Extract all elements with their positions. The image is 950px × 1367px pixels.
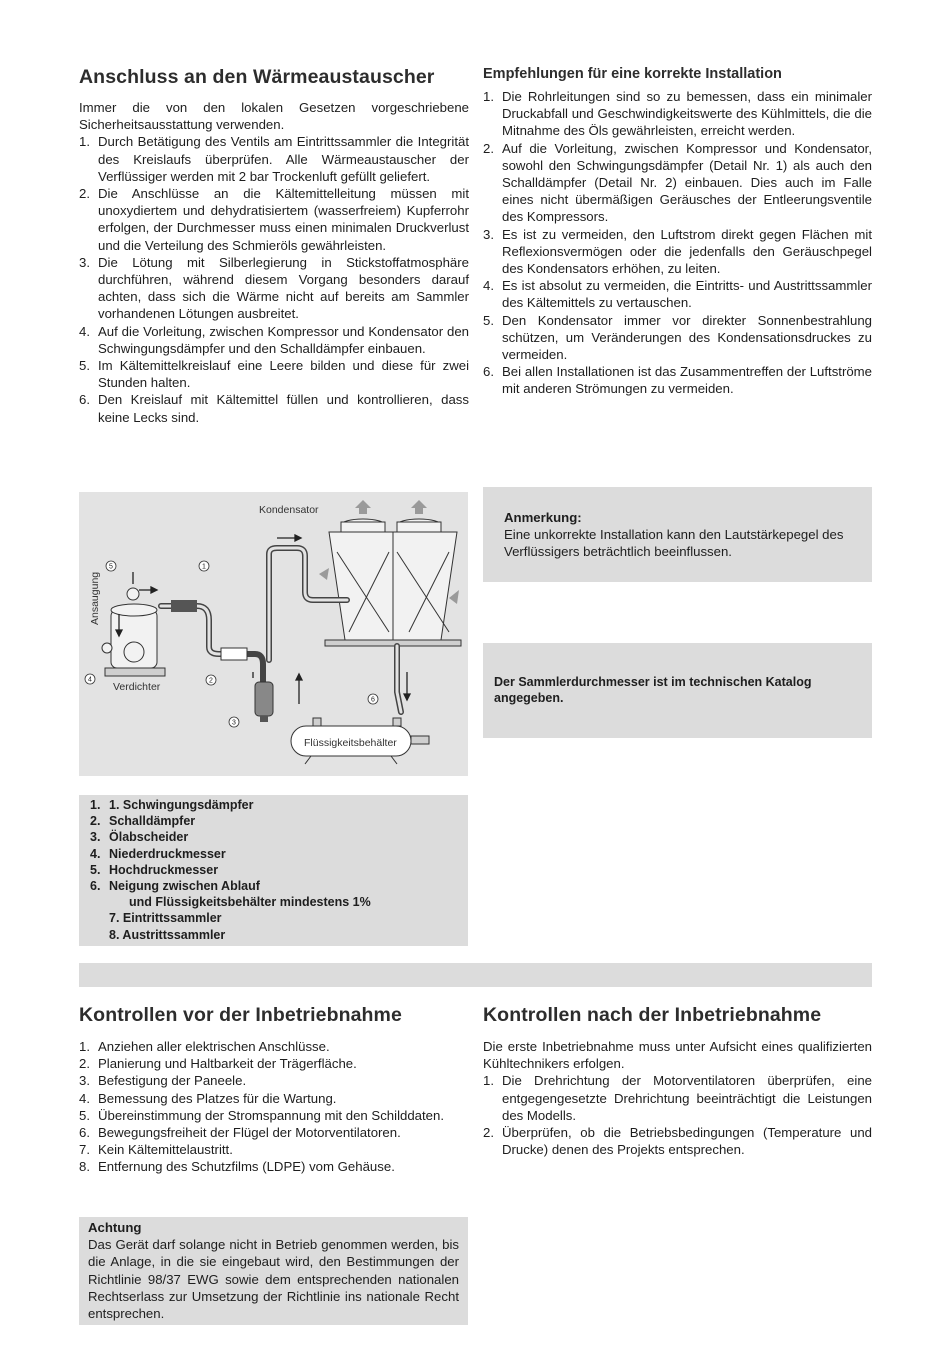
item-number: 5. (483, 312, 494, 328)
item-text: 7. Eintrittssammler (109, 911, 222, 926)
item-number: 5. (90, 862, 101, 877)
item-text: Hochdruckmesser (109, 862, 219, 877)
item-text: Entfernung des Schutzfilms (LDPE) vom Gehäuse. (98, 1159, 395, 1175)
list-item (79, 1055, 468, 1072)
catalog-box (483, 643, 872, 738)
item-text: Im Kältemittelkreislauf eine Leere bilden und diese für zwei Stunden halten. (98, 358, 469, 391)
catalog-text: Der Sammlerdurchmesser ist im technischen Katalog angegeben. (494, 675, 812, 706)
section-kontrollen-nach (483, 1004, 872, 1158)
item-number: 7. (79, 1142, 90, 1158)
item-text: Planierung und Haltbarkeit der Trägerfläche. (98, 1056, 357, 1072)
legend-box (79, 795, 468, 946)
item-text: Ölabscheider (109, 830, 189, 845)
item-text: Anziehen aller elektrischen Anschlüsse. (98, 1039, 330, 1054)
label-fluessigkeitsbehaelter: Flüssigkeitsbehälter (304, 737, 397, 749)
diagram-svg (79, 492, 468, 776)
checks-before-list (79, 1038, 468, 1176)
item-number: 4. (483, 278, 494, 294)
item-text: Den Kreislauf mit Kältemittel füllen und kontrollieren, dass keine Lecks sind. (98, 392, 469, 425)
list-item (79, 185, 469, 254)
marker-4: 4 (88, 676, 92, 684)
checks-after-list (483, 1072, 872, 1158)
warning-title: Achtung (88, 1220, 142, 1235)
item-number: 8. (79, 1159, 90, 1175)
list-item (79, 1107, 468, 1124)
condenser-unit (325, 519, 461, 646)
item-text: Die Drehrichtung der Motorventilatoren überprüfen, eine entgegengesetzte Drehrichtung beeinträchtigt die Leistungen des Modells. (502, 1073, 872, 1123)
item-text: Bei allen Installationen ist das Zusammentreffen der Luftströme mit anderen Strömungen zu vermeiden. (502, 364, 872, 397)
install-steps-list (79, 133, 469, 425)
item-text: Niederdruckmesser (109, 846, 226, 861)
item-number: 1. (79, 134, 90, 150)
item-number: 2. (79, 186, 90, 202)
legend-item (90, 846, 468, 862)
item-number: 3. (483, 226, 494, 242)
list-item (79, 391, 469, 425)
list-item (79, 1038, 468, 1055)
label-ansaugung: Ansaugung (89, 571, 101, 625)
item-number: 2. (79, 1056, 90, 1072)
item-number: 2. (90, 814, 101, 829)
item-text: Die Rohrleitungen sind so zu bemessen, dass ein minimaler Druckabfall und Geschwindigkeitswerte des Kühlmittels, die die Mitnahme des Öls gewährleisten, erreicht werden. (502, 89, 872, 139)
section-body (79, 1038, 468, 1176)
item-text: Schalldämpfer (109, 814, 196, 829)
item-text: Auf die Vorleitung, zwischen Kompressor und Kondensator, sowohl den Schwingungsdämpfer (Detail Nr. 1) als auch den Schalldämpfer (Detail Nr. 2) einbauen. Dies auch im Falle eines nicht übermäßigen Geräusches der Entleerungsventile des Kompressors. (502, 140, 872, 225)
section-body (79, 99, 469, 426)
item-text: 1. Schwingungsdämpfer (109, 798, 254, 812)
item-number: 6. (483, 364, 494, 380)
legend-item (90, 813, 468, 829)
list-item (79, 1141, 468, 1158)
item-text: Überprüfen, ob die Betriebsbedingungen (Temperature und Drucke) denen des Projekts entsprechen. (502, 1125, 872, 1158)
item-number: 4. (79, 1090, 90, 1106)
item-number: 5. (79, 1107, 90, 1123)
item-number: 6. (90, 879, 101, 894)
divider-bar (79, 963, 872, 987)
note-title: Anmerkung: (504, 510, 582, 525)
label-verdichter: Verdichter (113, 681, 161, 693)
item-text: Bemessung des Platzes für die Wartung. (98, 1090, 337, 1106)
item-text: Durch Betätigung des Ventils am Eintrittssammler die Integrität des Kreislaufs überprüfen. Alle Wärmeaustauscher der Verflüssiger werden mit 2 bar Trockenluft gefüllt geliefert. (98, 134, 469, 184)
legend-list (79, 795, 468, 943)
section-title: Kontrollen nach der Inbetriebnahme (483, 1004, 822, 1026)
legend-item (90, 862, 468, 878)
list-item (483, 1124, 872, 1158)
warning-text: Das Gerät darf solange nicht in Betrieb genommen werden, bis die Anlage, in die sie eingebaut wird, den Bestimmungen der Richtlinie 98/37 EWG sowie dem entsprechenden nationalen Rechtserlass zur Umsetzung der Richtlinie ins nationale Recht entsprechen. (88, 1237, 459, 1322)
item-number: 2. (483, 1125, 494, 1141)
item-number: 3. (79, 1073, 90, 1089)
list-item (483, 363, 872, 397)
item-text-continued: und Flüssigkeitsbehälter mindestens 1% (129, 895, 371, 910)
item-number: 3. (79, 254, 90, 270)
marker-2: 2 (209, 677, 213, 685)
legend-item (90, 927, 468, 943)
legend-item (90, 829, 468, 845)
item-number: 2. (483, 140, 494, 156)
section-title: Kontrollen vor der Inbetriebnahme (79, 1004, 402, 1026)
list-item (79, 1124, 468, 1141)
note-text: Eine unkorrekte Installation kann den Lautstärkepegel des Verflüssigers beträchtlich beeinflussen. (504, 527, 844, 560)
list-item (483, 277, 872, 311)
marker-6: 6 (371, 696, 375, 704)
list-item (79, 1072, 468, 1089)
item-number: 5. (79, 358, 90, 374)
list-item (483, 88, 872, 140)
item-text: Übereinstimmung der Stromspannung mit den Schilddaten. (98, 1107, 444, 1123)
section-kontrollen-vor (79, 1004, 468, 1176)
item-number: 4. (79, 323, 90, 339)
item-text: Den Kondensator immer vor direkter Sonnenbestrahlung schützen, um Veränderungen des Kondensationsdruckes zu vermeiden. (502, 312, 872, 363)
item-text: Es ist absolut zu vermeiden, die Eintritts- und Austrittssammler des Kältemittels zu vertauschen. (502, 278, 872, 311)
item-number: 4. (90, 846, 101, 861)
section-title: Anschluss an den Wärmeaustauscher (79, 66, 435, 88)
compressor (102, 588, 165, 676)
intro-text: Immer die von den lokalen Gesetzen vorgeschriebene Sicherheitsausstattung verwenden. (79, 100, 469, 133)
item-text: Auf die Vorleitung, zwischen Kompressor und Kondensator den Schwingungsdämpfer und den Schalldämpfer einbauen. (98, 323, 469, 356)
legend-item (90, 878, 468, 910)
oil-separator (255, 682, 273, 722)
installation-diagram (79, 492, 468, 776)
list-item (79, 133, 469, 185)
section-anschluss (79, 66, 469, 426)
section-body (483, 88, 872, 398)
item-text: Bewegungsfreiheit der Flügel der Motorventilatoren. (98, 1125, 401, 1141)
item-number: 3. (90, 830, 101, 845)
item-text: Befestigung der Paneele. (98, 1073, 247, 1089)
list-item (79, 1158, 468, 1175)
item-text: Es ist zu vermeiden, den Luftstrom direkt gegen Flächen mit Reflexionsvermögen oder die jedenfalls den Geräuschpegel des Kondensators erhöhen, zu leiten. (502, 226, 872, 277)
list-item (483, 1072, 872, 1124)
item-text: Kein Kältemittelaustritt. (98, 1142, 233, 1158)
note-box (483, 487, 872, 582)
legend-item (90, 910, 468, 926)
item-number: 6. (79, 392, 90, 408)
warning-box (79, 1217, 468, 1325)
item-number: 1. (79, 1039, 90, 1054)
item-text: Die Lötung mit Silberlegierung in Stickstoffatmosphäre durchführen, während diesem Vorgang besonders darauf achten, dass sich die Wärme nicht auf bereits am Sammler vorhandenen Lötungen ausbreitet. (98, 254, 469, 322)
list-item (483, 226, 872, 278)
marker-5: 5 (109, 563, 113, 571)
list-item (79, 323, 469, 357)
item-number: 1. (483, 89, 494, 104)
item-text: Die Anschlüsse an die Kältemittelleitung müssen mit unoxydiertem und dehydratisiertem (wasserfreiem) Kupferrohr erfolgen, der Durchmesser muss einen minimalen Druckverlust und die Verteilung des Schmieröls gewährleisten. (98, 186, 469, 253)
label-kondensator: Kondensator (259, 504, 319, 516)
item-number: 1. (90, 798, 101, 812)
list-item (483, 312, 872, 364)
list-item (79, 1090, 468, 1107)
list-item (79, 254, 469, 323)
marker-3: 3 (232, 719, 236, 727)
intro-text: Die erste Inbetriebnahme muss unter Aufsicht eines qualifizierten Kühltechnikers erfolgen. (483, 1039, 872, 1072)
item-number: 6. (79, 1125, 90, 1141)
section-body (483, 1038, 872, 1158)
list-item (79, 357, 469, 391)
section-title: Empfehlungen für eine korrekte Installation (483, 66, 782, 82)
silencer (221, 648, 247, 660)
item-number: 1. (483, 1073, 494, 1089)
item-text: Neigung zwischen Ablauf (109, 879, 260, 894)
marker-1: 1 (202, 563, 206, 571)
legend-item (90, 797, 468, 813)
vibration-damper (171, 600, 197, 612)
item-text: 8. Austrittssammler (109, 927, 226, 942)
section-empfehlungen (483, 66, 872, 398)
list-item (483, 140, 872, 226)
recommendations-list (483, 88, 872, 398)
